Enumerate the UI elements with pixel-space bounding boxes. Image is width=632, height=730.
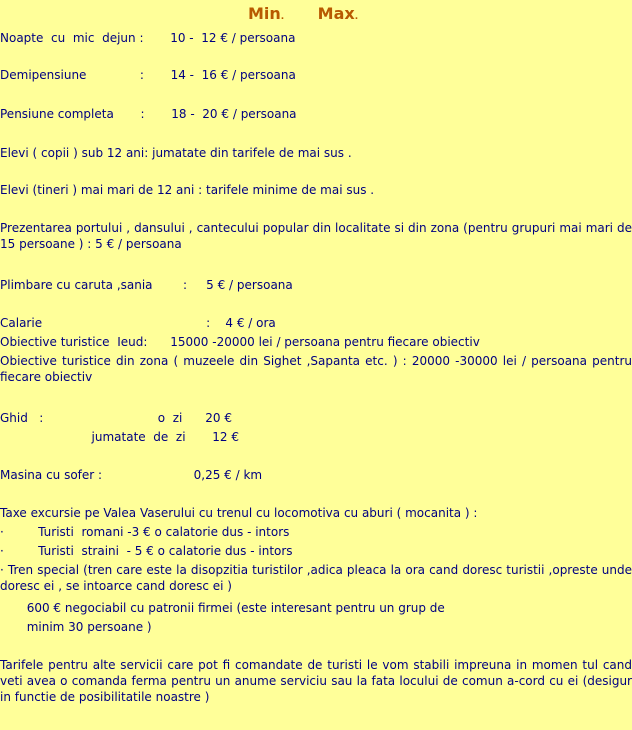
line-ghid-jumatate: jumatate de zi 12 € <box>0 430 239 444</box>
list-item-turisti-straini: · Turisti straini - 5 € o calatorie dus - intors <box>0 544 293 558</box>
max-header: Max <box>317 4 355 23</box>
line-plimbare: Plimbare cu caruta ,sania : 5 € / persoana <box>0 278 293 292</box>
line-obiective-ieud: Obiective turistice Ieud: 15000 -20000 lei / persoana pentru fiecare obiectiv <box>0 335 480 349</box>
line-minim: minim 30 persoane ) <box>0 620 152 634</box>
min-header: Min <box>248 4 281 23</box>
line-obiective-zona: Obiective turistice din zona ( muzeele din Sighet ,Sapanta etc. ) : 20000 -30000 lei / persoana pentru fiecare obiectiv <box>0 354 632 384</box>
line-prezentarea: Prezentarea portului , dansului , cantecului popular din localitate si din zona (pentru grupuri mai mari de 15 persoane ) : 5 € / persoana <box>0 221 632 251</box>
line-taxe-excursie: Taxe excursie pe Valea Vaserului cu trenul cu locomotiva cu aburi ( mocanita ) : <box>0 506 478 520</box>
line-elevi-copii: Elevi ( copii ) sub 12 ani: jumatate din tarifele de mai sus . <box>0 146 352 160</box>
line-noapte: Noapte cu mic dejun : 10 - 12 € / persoana <box>0 31 296 45</box>
line-demipensiune: Demipensiune : 14 - 16 € / persoana <box>0 68 296 82</box>
line-tarifele: Tarifele pentru alte servicii care pot fi comandate de turisti le vom stabili impreuna in momen tul cand veti avea o comanda ferma pentru un anume serviciu sau la fata locului de comun a-cord cu ei (desigur in functie de posibilitatile noastre ) <box>0 658 632 704</box>
line-calarie: Calarie : 4 € / ora <box>0 316 276 330</box>
line-masina: Masina cu sofer : 0,25 € / km <box>0 468 263 482</box>
list-item-turisti-romani: · Turisti romani -3 € o calatorie dus - intors <box>0 525 290 539</box>
line-ghid: Ghid : o zi 20 € <box>0 411 232 425</box>
list-item-tren-special: · Tren special (tren care este la disopzitia turistilor ,adica pleaca la ora cand doresc turistii ,opreste unde doresc ei , se intoarce cand doresc ei ) <box>0 563 632 593</box>
line-negociabil: 600 € negociabil cu patronii firmei (este interesant pentru un grup de <box>0 601 445 615</box>
line-elevi-tineri: Elevi (tineri ) mai mari de 12 ani : tarifele minime de mai sus . <box>0 183 375 197</box>
line-pensiune: Pensiune completa : 18 - 20 € / persoana <box>0 107 297 121</box>
column-headers: Min. Max. <box>248 4 359 23</box>
